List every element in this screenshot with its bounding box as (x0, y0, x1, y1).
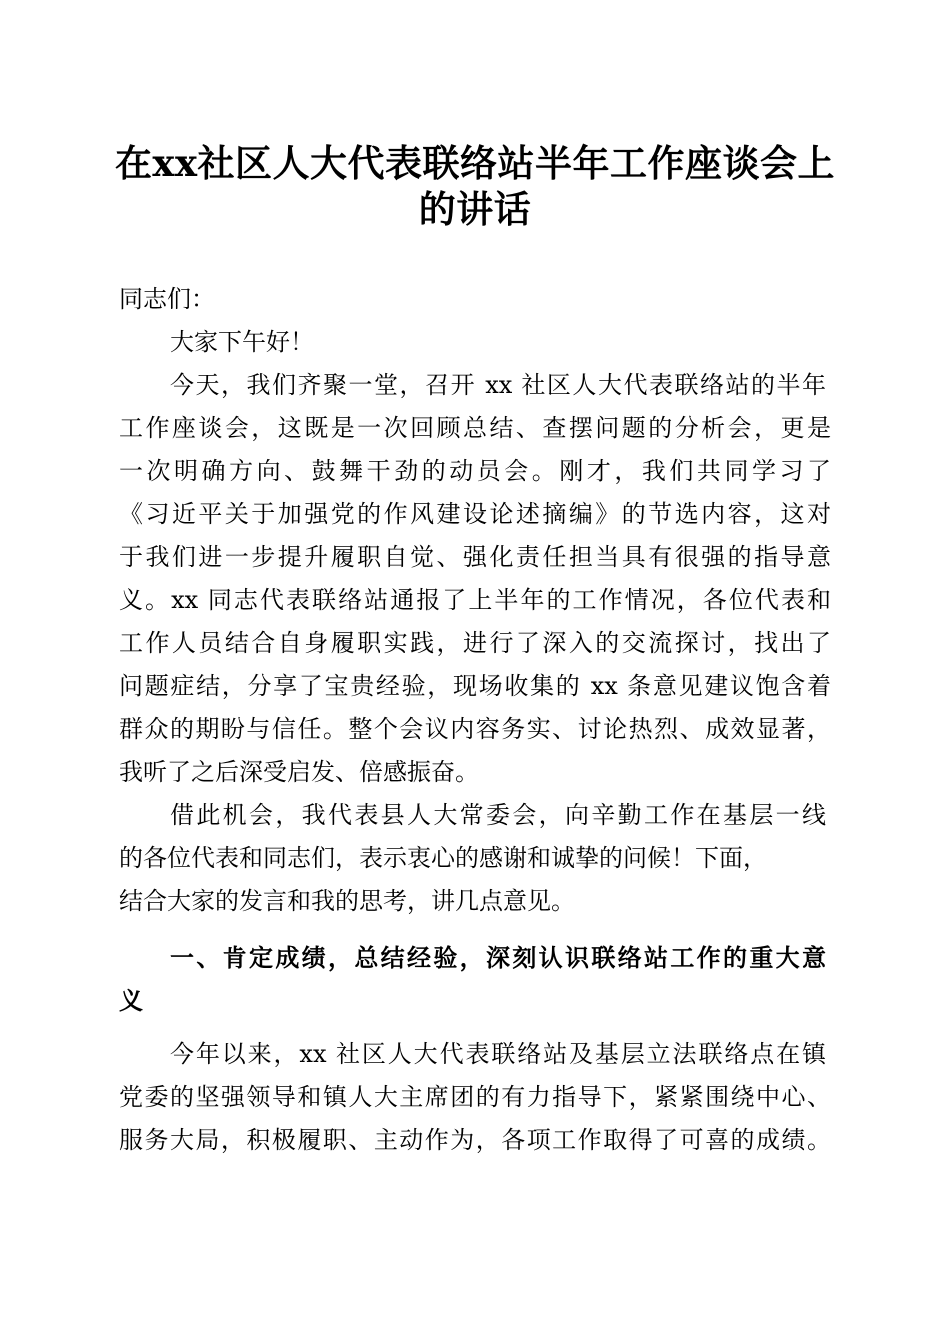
section-heading: 一、肯定成绩，总结经验，深刻认识联络站工作的重大意 (170, 944, 826, 972)
document-title-line-1: 在xx社区人大代表联络站半年工作座谈会上 (114, 141, 836, 185)
body-line: 党委的坚强领导和镇人大主席团的有力指导下，紧紧围绕中心、 (119, 1083, 831, 1111)
body-line: 借此机会，我代表县人大常委会，向辛勤工作在基层一线 (170, 801, 826, 829)
body-line: 今天，我们齐聚一堂，召开 xx 社区人大代表联络站的半年 (170, 371, 826, 399)
body-line: 结合大家的发言和我的思考，讲几点意见。 (119, 887, 575, 915)
document-title-line-2: 的讲话 (418, 187, 532, 231)
body-line: 义。xx 同志代表联络站通报了上半年的工作情况，各位代表和 (119, 586, 831, 614)
salutation: 同志们： (119, 285, 215, 313)
body-line: 服务大局，积极履职、主动作为，各项工作取得了可喜的成绩。 (119, 1126, 831, 1154)
body-line: 于我们进一步提升履职自觉、强化责任担当具有很强的指导意 (119, 543, 831, 571)
body-line: 问题症结，分享了宝贵经验，现场收集的 xx 条意见建议饱含着 (119, 672, 831, 700)
section-heading-continued: 义 (119, 987, 143, 1015)
greeting-line: 大家下午好！ (170, 328, 314, 356)
body-line: 工作座谈会，这既是一次回顾总结、查摆问题的分析会，更是 (119, 414, 831, 442)
body-line: 的各位代表和同志们，表示衷心的感谢和诚挚的问候！下面， (119, 844, 767, 872)
body-line: 工作人员结合自身履职实践，进行了深入的交流探讨，找出了 (119, 629, 831, 657)
body-line: 今年以来，xx 社区人大代表联络站及基层立法联络点在镇 (170, 1040, 826, 1068)
body-line: 《习近平关于加强党的作风建设论述摘编》的节选内容，这对 (119, 500, 831, 528)
body-line: 群众的期盼与信任。整个会议内容务实、讨论热烈、成效显著， (119, 715, 831, 743)
body-line: 一次明确方向、鼓舞干劲的动员会。刚才，我们共同学习了 (119, 457, 831, 485)
body-line: 我听了之后深受启发、倍感振奋。 (119, 758, 479, 786)
